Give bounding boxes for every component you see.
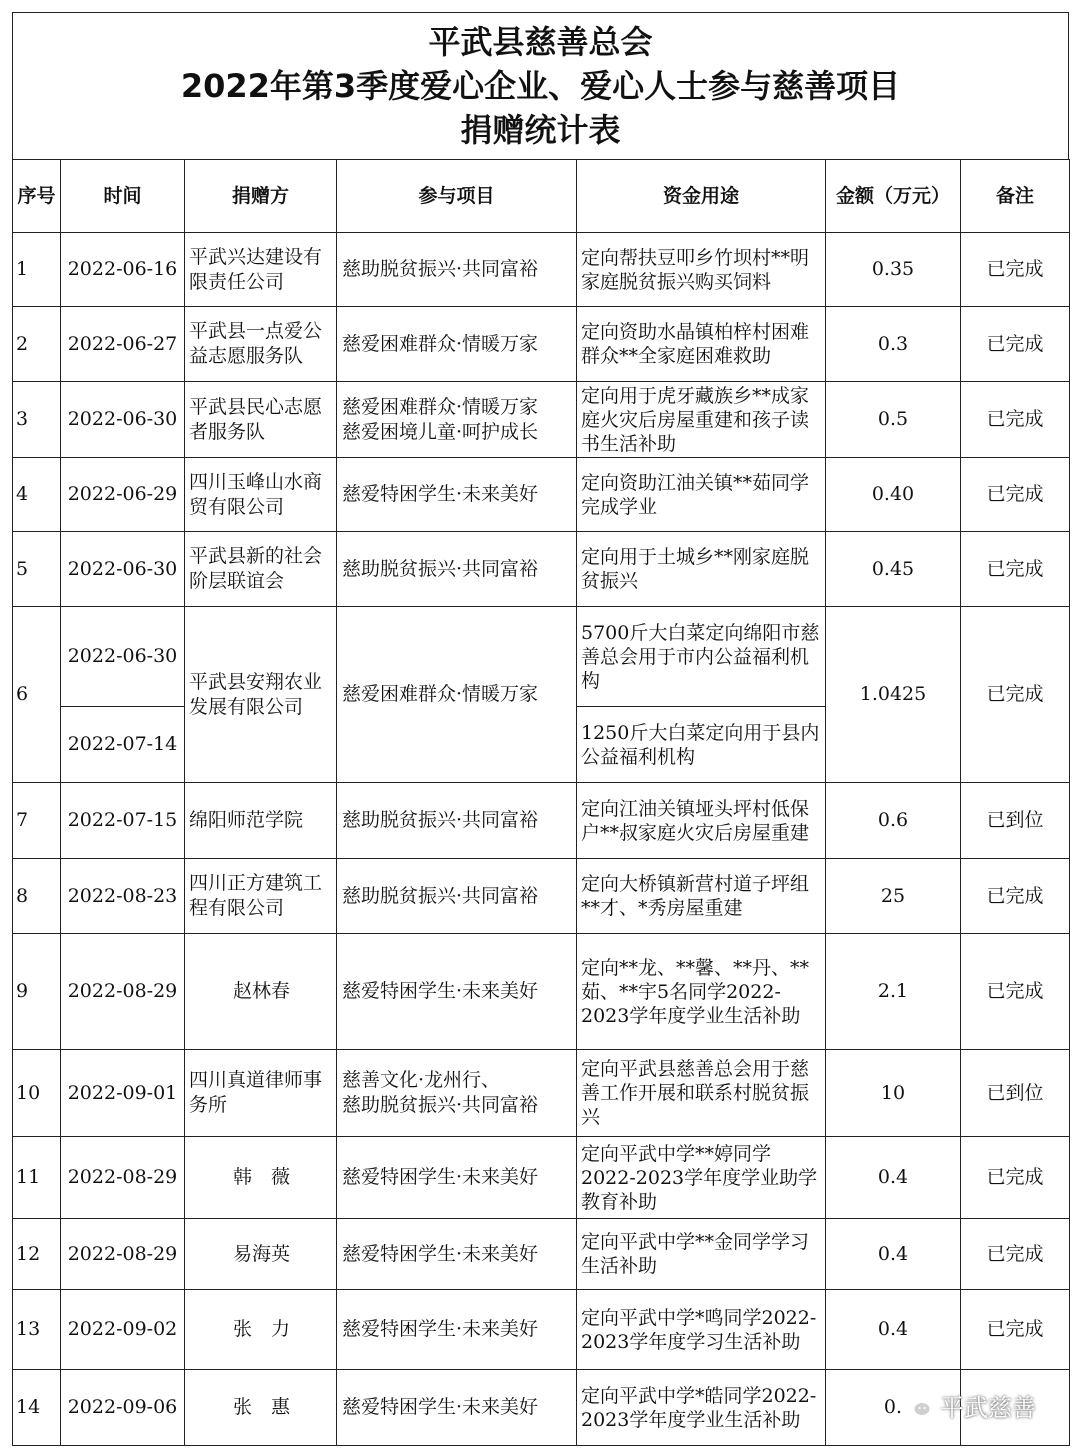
cell-donor: 平武县安翔农业发展有限公司 [185, 607, 337, 783]
cell-donor: 四川真道律师事务所 [185, 1050, 337, 1137]
cell-note: 已完成 [961, 382, 1070, 458]
header-date: 时间 [61, 160, 185, 233]
cell-date: 2022-06-30 [61, 532, 185, 607]
cell-note: 已到位 [961, 1050, 1070, 1137]
cell-date: 2022-08-29 [61, 1219, 185, 1290]
cell-amount: 0.4 [826, 1137, 961, 1219]
cell-date: 2022-07-15 [61, 783, 185, 859]
cell-use: 定向平武中学*皓同学2022-2023学年度学业生活补助 [577, 1370, 826, 1446]
table-row [13, 307, 1070, 382]
cell-use: 定向资助江油关镇**茹同学完成学业 [577, 458, 826, 532]
cell-note: 已完成 [961, 607, 1070, 783]
watermark [902, 1388, 1036, 1423]
cell-no: 1 [13, 233, 61, 307]
table-row [13, 607, 1070, 707]
cell-project: 慈爱困难群众·情暖万家 [337, 607, 577, 783]
cell-use: 定向用于土城乡**刚家庭脱贫振兴 [577, 532, 826, 607]
title-org: 平武县慈善总会 [428, 23, 653, 61]
table-row [13, 1050, 1070, 1137]
wechat-icon [902, 1393, 932, 1419]
cell-note: 已完成 [961, 934, 1070, 1050]
cell-donor: 平武县新的社会阶层联谊会 [185, 532, 337, 607]
cell-note: 已到位 [961, 783, 1070, 859]
cell-amount: 0.4 [826, 1219, 961, 1290]
cell-donor: 张 惠 [185, 1370, 337, 1446]
table-row [13, 382, 1070, 458]
cell-date: 2022-08-29 [61, 934, 185, 1050]
cell-no: 14 [13, 1370, 61, 1446]
donation-table [12, 159, 1070, 1446]
cell-note: 已完成 [961, 859, 1070, 934]
cell-project: 慈爱特困学生·未来美好 [337, 1290, 577, 1370]
cell-no: 4 [13, 458, 61, 532]
cell-use: 定向资助水晶镇柏梓村困难群众**全家庭困难救助 [577, 307, 826, 382]
cell-use: 1250斤大白菜定向用于县内公益福利机构 [577, 707, 826, 783]
cell-date: 2022-08-23 [61, 859, 185, 934]
title-table: 捐赠统计表 [460, 111, 621, 149]
cell-amount: 0.3 [826, 307, 961, 382]
table-row [13, 934, 1070, 1050]
cell-project: 慈爱特困学生·未来美好 [337, 1370, 577, 1446]
cell-note: 已完成 [961, 458, 1070, 532]
cell-use: 定向江油关镇垭头坪村低保户**叔家庭火灾后房屋重建 [577, 783, 826, 859]
table-row [13, 458, 1070, 532]
cell-project: 慈助脱贫振兴·共同富裕 [337, 532, 577, 607]
cell-donor: 韩 薇 [185, 1137, 337, 1219]
cell-date: 2022-09-01 [61, 1050, 185, 1137]
cell-donor: 易海英 [185, 1219, 337, 1290]
cell-note: 已完成 [961, 307, 1070, 382]
cell-no: 8 [13, 859, 61, 934]
cell-date: 2022-06-30 [61, 382, 185, 458]
cell-amount: 0.6 [826, 783, 961, 859]
cell-date: 2022-06-16 [61, 233, 185, 307]
cell-donor: 四川玉峰山水商贸有限公司 [185, 458, 337, 532]
cell-project: 慈爱特困学生·未来美好 [337, 1219, 577, 1290]
cell-note: 已完成 [961, 1290, 1070, 1370]
cell-note: 已完成 [961, 233, 1070, 307]
cell-amount: 0.45 [826, 532, 961, 607]
cell-date: 2022-07-14 [61, 707, 185, 783]
cell-amount: 0.5 [826, 382, 961, 458]
table-row [13, 233, 1070, 307]
cell-project [337, 382, 577, 458]
cell-project [337, 1050, 577, 1137]
header-donor: 捐赠方 [185, 160, 337, 233]
project-line: 慈爱困难群众·情暖万家 [342, 395, 539, 418]
header-amount: 金额（万元） [826, 160, 961, 233]
table-row [13, 783, 1070, 859]
cell-date: 2022-09-06 [61, 1370, 185, 1446]
cell-amount: 1.0425 [826, 607, 961, 783]
cell-amount: 0.40 [826, 458, 961, 532]
cell-date: 2022-09-02 [61, 1290, 185, 1370]
header-use: 资金用途 [577, 160, 826, 233]
cell-donor: 四川正方建筑工程有限公司 [185, 859, 337, 934]
project-line: 慈善文化·龙州行、 [342, 1069, 501, 1091]
cell-project: 慈爱特困学生·未来美好 [337, 458, 577, 532]
cell-no: 13 [13, 1290, 61, 1370]
cell-donor: 平武兴达建设有限责任公司 [185, 233, 337, 307]
cell-project: 慈助脱贫振兴·共同富裕 [337, 783, 577, 859]
cell-amount: 0.4 [826, 1290, 961, 1370]
cell-note: 已完成 [961, 532, 1070, 607]
table-row [13, 532, 1070, 607]
cell-use: 定向大桥镇新营村道子坪组**才、*秀房屋重建 [577, 859, 826, 934]
cell-use: 定向**龙、**馨、**丹、**茹、**宇5名同学2022-2023学年度学业生活补助 [577, 934, 826, 1050]
cell-project: 慈助脱贫振兴·共同富裕 [337, 233, 577, 307]
cell-donor: 赵林春 [185, 934, 337, 1050]
cell-no: 5 [13, 532, 61, 607]
cell-project: 慈爱特困学生·未来美好 [337, 1137, 577, 1219]
cell-date: 2022-06-29 [61, 458, 185, 532]
cell-use: 定向用于虎牙藏族乡**成家庭火灾后房屋重建和孩子读书生活补助 [577, 382, 826, 458]
title-block [12, 12, 1069, 159]
table-row [13, 859, 1070, 934]
cell-no: 12 [13, 1219, 61, 1290]
table-row [13, 1137, 1070, 1219]
cell-no: 11 [13, 1137, 61, 1219]
cell-use: 定向平武中学**婷同学2022-2023学年度学业助学教育补助 [577, 1137, 826, 1219]
cell-amount: 0. [826, 1370, 961, 1446]
cell-use: 定向平武中学**金同学学习生活补助 [577, 1219, 826, 1290]
project-line: 慈助脱贫振兴·共同富裕 [342, 1094, 539, 1116]
cell-use: 定向平武中学*鸣同学2022-2023学年度学习生活补助 [577, 1290, 826, 1370]
watermark-text: 平武慈善 [940, 1394, 1036, 1422]
cell-use: 5700斤大白菜定向绵阳市慈善总会用于市内公益福利机构 [577, 607, 826, 707]
cell-note: 已完成 [961, 1137, 1070, 1219]
header-note: 备注 [961, 160, 1070, 233]
cell-date: 2022-08-29 [61, 1137, 185, 1219]
cell-no: 9 [13, 934, 61, 1050]
cell-date: 2022-06-30 [61, 607, 185, 707]
table-row [13, 1290, 1070, 1370]
title-subject: 2022年第3季度爱心企业、爱心人士参与慈善项目 [180, 67, 901, 105]
header-project: 参与项目 [337, 160, 577, 233]
cell-amount: 25 [826, 859, 961, 934]
cell-note: 已完成 [961, 1219, 1070, 1290]
project-line: 慈爱困境儿童·呵护成长 [342, 420, 539, 443]
cell-donor: 绵阳师范学院 [185, 783, 337, 859]
cell-use: 定向平武县慈善总会用于慈善工作开展和联系村脱贫振兴 [577, 1050, 826, 1137]
header-row [13, 160, 1070, 233]
cell-amount: 0.35 [826, 233, 961, 307]
cell-no: 3 [13, 382, 61, 458]
cell-project: 慈助脱贫振兴·共同富裕 [337, 859, 577, 934]
cell-no: 10 [13, 1050, 61, 1137]
cell-amount: 10 [826, 1050, 961, 1137]
cell-project: 慈爱特困学生·未来美好 [337, 934, 577, 1050]
header-no: 序号 [13, 160, 61, 233]
table-row [13, 1219, 1070, 1290]
cell-no: 7 [13, 783, 61, 859]
cell-no: 6 [13, 607, 61, 783]
cell-use: 定向帮扶豆叩乡竹坝村**明家庭脱贫振兴购买饲料 [577, 233, 826, 307]
cell-donor: 平武县一点爱公益志愿服务队 [185, 307, 337, 382]
cell-donor: 张 力 [185, 1290, 337, 1370]
cell-donor: 平武县民心志愿者服务队 [185, 382, 337, 458]
cell-project: 慈爱困难群众·情暖万家 [337, 307, 577, 382]
cell-date: 2022-06-27 [61, 307, 185, 382]
statistics-sheet [12, 12, 1069, 1446]
cell-amount: 2.1 [826, 934, 961, 1050]
cell-no: 2 [13, 307, 61, 382]
